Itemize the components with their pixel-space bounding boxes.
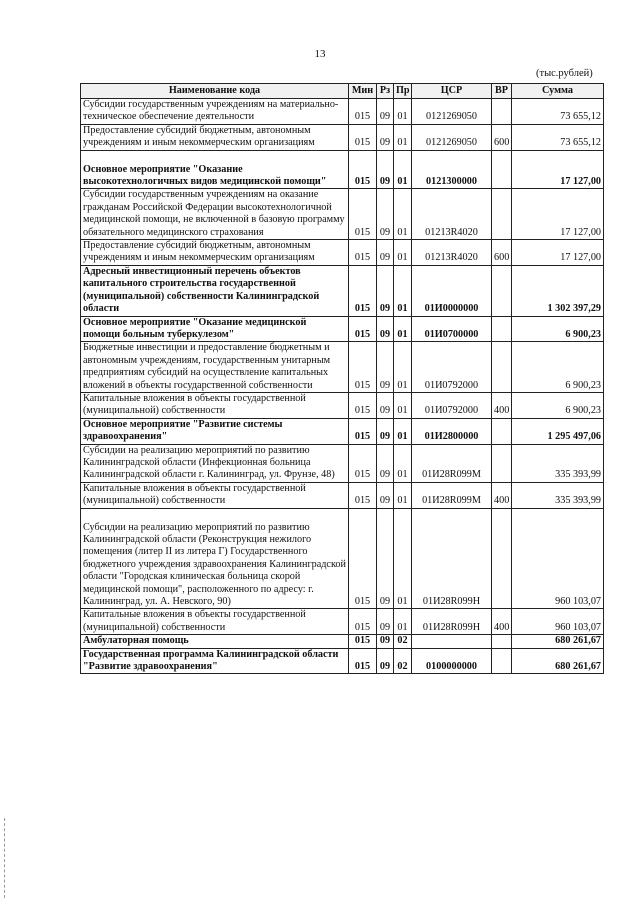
table-row xyxy=(81,150,604,189)
table-row xyxy=(81,444,604,482)
row-sum: 17 127,00 xyxy=(512,189,604,240)
row-vr: 600 xyxy=(492,124,512,150)
row-sum: 73 655,12 xyxy=(512,124,604,150)
row-sum: 73 655,12 xyxy=(512,99,604,125)
row-vr: 400 xyxy=(492,609,512,635)
row-sum: 1 295 497,06 xyxy=(512,418,604,444)
row-vr xyxy=(492,265,512,316)
row-rz: 09 xyxy=(377,342,394,393)
column-header-name: Наименование кода xyxy=(81,84,349,99)
row-rz: 09 xyxy=(377,392,394,418)
row-csr: 01И0000000 xyxy=(412,265,492,316)
table-row xyxy=(81,635,604,648)
row-rz: 09 xyxy=(377,99,394,125)
column-header-csr: ЦСР xyxy=(412,84,492,99)
table-header-row xyxy=(81,84,604,99)
row-vr: 400 xyxy=(492,392,512,418)
table-row xyxy=(81,316,604,342)
row-min: 015 xyxy=(349,444,377,482)
row-pr: 01 xyxy=(394,99,412,125)
unit-note: (тыс.рублей) xyxy=(536,68,593,79)
row-min: 015 xyxy=(349,316,377,342)
table-row xyxy=(81,392,604,418)
row-sum: 680 261,67 xyxy=(512,648,604,674)
row-csr: 01213R4020 xyxy=(412,189,492,240)
row-pr: 01 xyxy=(394,482,412,508)
column-header-vr: ВР xyxy=(492,84,512,99)
budget-table xyxy=(80,83,604,674)
row-csr: 0121269050 xyxy=(412,99,492,125)
row-min: 015 xyxy=(349,392,377,418)
row-rz: 09 xyxy=(377,316,394,342)
row-min: 015 xyxy=(349,418,377,444)
row-name: Амбулаторная помощь xyxy=(81,635,349,648)
row-min: 015 xyxy=(349,482,377,508)
row-name: Капитальные вложения в объекты государственной (муниципальной) собственности xyxy=(81,392,349,418)
row-sum: 6 900,23 xyxy=(512,316,604,342)
row-rz: 09 xyxy=(377,418,394,444)
row-csr: 01И0792000 xyxy=(412,342,492,393)
row-csr: 0100000000 xyxy=(412,648,492,674)
column-header-rz: Рз xyxy=(377,84,394,99)
row-sum: 335 393,99 xyxy=(512,482,604,508)
row-rz: 09 xyxy=(377,635,394,648)
row-min: 015 xyxy=(349,342,377,393)
scan-edge-mark xyxy=(4,818,7,898)
row-name: Основное мероприятие "Развитие системы здравоохранения" xyxy=(81,418,349,444)
row-min: 015 xyxy=(349,150,377,189)
row-csr: 01213R4020 xyxy=(412,240,492,266)
row-csr: 0121269050 xyxy=(412,124,492,150)
row-name: Предоставление субсидий бюджетным, автономным учреждениям и иным некоммерческим организациям xyxy=(81,240,349,266)
row-csr: 0121300000 xyxy=(412,150,492,189)
row-pr: 01 xyxy=(394,189,412,240)
row-name: Субсидии государственным учреждениям на оказание гражданам Российской Федерации высокотехнологичной медицинской помощи, не включенной в базовую программу обязательного медицинского страхования xyxy=(81,189,349,240)
row-name: Адресный инвестиционный перечень объектов капитального строительства государственной (муниципальной) собственности Калининградской области xyxy=(81,265,349,316)
row-rz: 09 xyxy=(377,482,394,508)
row-name: Основное мероприятие "Оказание высокотехнологичных видов медицинской помощи" xyxy=(81,150,349,189)
row-name: Капитальные вложения в объекты государственной (муниципальной) собственности xyxy=(81,609,349,635)
column-header-min: Мин xyxy=(349,84,377,99)
row-csr xyxy=(412,635,492,648)
row-vr xyxy=(492,342,512,393)
row-min: 015 xyxy=(349,508,377,609)
column-header-pr: Пр xyxy=(394,84,412,99)
row-vr xyxy=(492,418,512,444)
row-rz: 09 xyxy=(377,124,394,150)
row-pr: 01 xyxy=(394,150,412,189)
column-header-sum: Сумма xyxy=(512,84,604,99)
row-vr xyxy=(492,508,512,609)
row-pr: 01 xyxy=(394,444,412,482)
row-csr: 01И28R099М xyxy=(412,482,492,508)
row-rz: 09 xyxy=(377,648,394,674)
row-pr: 01 xyxy=(394,240,412,266)
row-min: 015 xyxy=(349,240,377,266)
row-sum: 680 261,67 xyxy=(512,635,604,648)
row-rz: 09 xyxy=(377,150,394,189)
table-row xyxy=(81,609,604,635)
row-sum: 6 900,23 xyxy=(512,342,604,393)
table-row xyxy=(81,342,604,393)
row-pr: 02 xyxy=(394,635,412,648)
row-pr: 01 xyxy=(394,316,412,342)
row-csr: 01И28R099Н xyxy=(412,508,492,609)
row-sum: 960 103,07 xyxy=(512,609,604,635)
table-row xyxy=(81,265,604,316)
table-row xyxy=(81,418,604,444)
row-vr xyxy=(492,99,512,125)
row-min: 015 xyxy=(349,189,377,240)
row-name: Предоставление субсидий бюджетным, автономным учреждениям и иным некоммерческим организациям xyxy=(81,124,349,150)
row-vr xyxy=(492,150,512,189)
row-sum: 1 302 397,29 xyxy=(512,265,604,316)
row-vr xyxy=(492,444,512,482)
row-min: 015 xyxy=(349,648,377,674)
row-name: Субсидии на реализацию мероприятий по развитию Калининградской области (Реконструкция нежилого помещения (литер II из литера Г) Государственного бюджетного учреждения здравоохранения Калининградской области "Городская клиническая больница скорой медицинской помощи", расположенного по адресу: г. Калининград, ул. А. Невского, 90) xyxy=(81,508,349,609)
row-rz: 09 xyxy=(377,265,394,316)
table-row xyxy=(81,189,604,240)
table-row xyxy=(81,648,604,674)
page-number: 13 xyxy=(314,48,326,60)
row-sum: 335 393,99 xyxy=(512,444,604,482)
row-rz: 09 xyxy=(377,189,394,240)
row-vr xyxy=(492,648,512,674)
row-pr: 01 xyxy=(394,342,412,393)
row-vr xyxy=(492,316,512,342)
row-min: 015 xyxy=(349,265,377,316)
row-min: 015 xyxy=(349,609,377,635)
row-name: Государственная программа Калининградской области "Развитие здравоохранения" xyxy=(81,648,349,674)
row-sum: 17 127,00 xyxy=(512,240,604,266)
table-row xyxy=(81,99,604,125)
table-row xyxy=(81,482,604,508)
table-row xyxy=(81,240,604,266)
row-sum: 6 900,23 xyxy=(512,392,604,418)
row-name: Основное мероприятие "Оказание медицинской помощи больным туберкулезом" xyxy=(81,316,349,342)
row-pr: 02 xyxy=(394,648,412,674)
row-vr: 600 xyxy=(492,240,512,266)
row-csr: 01И0700000 xyxy=(412,316,492,342)
row-csr: 01И2800000 xyxy=(412,418,492,444)
row-name: Субсидии на реализацию мероприятий по развитию Калининградской области (Инфекционная больница Калининградской области г. Калининград, ул. Фрунзе, 48) xyxy=(81,444,349,482)
row-pr: 01 xyxy=(394,392,412,418)
row-name: Капитальные вложения в объекты государственной (муниципальной) собственности xyxy=(81,482,349,508)
row-name: Субсидии государственным учреждениям на материально-техническое обеспечение деятельности xyxy=(81,99,349,125)
row-min: 015 xyxy=(349,635,377,648)
row-pr: 01 xyxy=(394,508,412,609)
row-pr: 01 xyxy=(394,124,412,150)
row-vr xyxy=(492,635,512,648)
row-vr xyxy=(492,189,512,240)
row-csr: 01И0792000 xyxy=(412,392,492,418)
row-min: 015 xyxy=(349,99,377,125)
row-rz: 09 xyxy=(377,444,394,482)
row-pr: 01 xyxy=(394,265,412,316)
row-csr: 01И28R099Н xyxy=(412,609,492,635)
row-pr: 01 xyxy=(394,418,412,444)
row-sum: 960 103,07 xyxy=(512,508,604,609)
row-rz: 09 xyxy=(377,240,394,266)
row-vr: 400 xyxy=(492,482,512,508)
row-sum: 17 127,00 xyxy=(512,150,604,189)
row-pr: 01 xyxy=(394,609,412,635)
row-rz: 09 xyxy=(377,609,394,635)
row-name: Бюджетные инвестиции и предоставление бюджетным и автономным учреждениям, государственным унитарным предприятиям субсидий на осуществление капитальных вложений в объекты государственной собственности xyxy=(81,342,349,393)
row-rz: 09 xyxy=(377,508,394,609)
table-row xyxy=(81,508,604,609)
table-row xyxy=(81,124,604,150)
row-min: 015 xyxy=(349,124,377,150)
row-csr: 01И28R099М xyxy=(412,444,492,482)
